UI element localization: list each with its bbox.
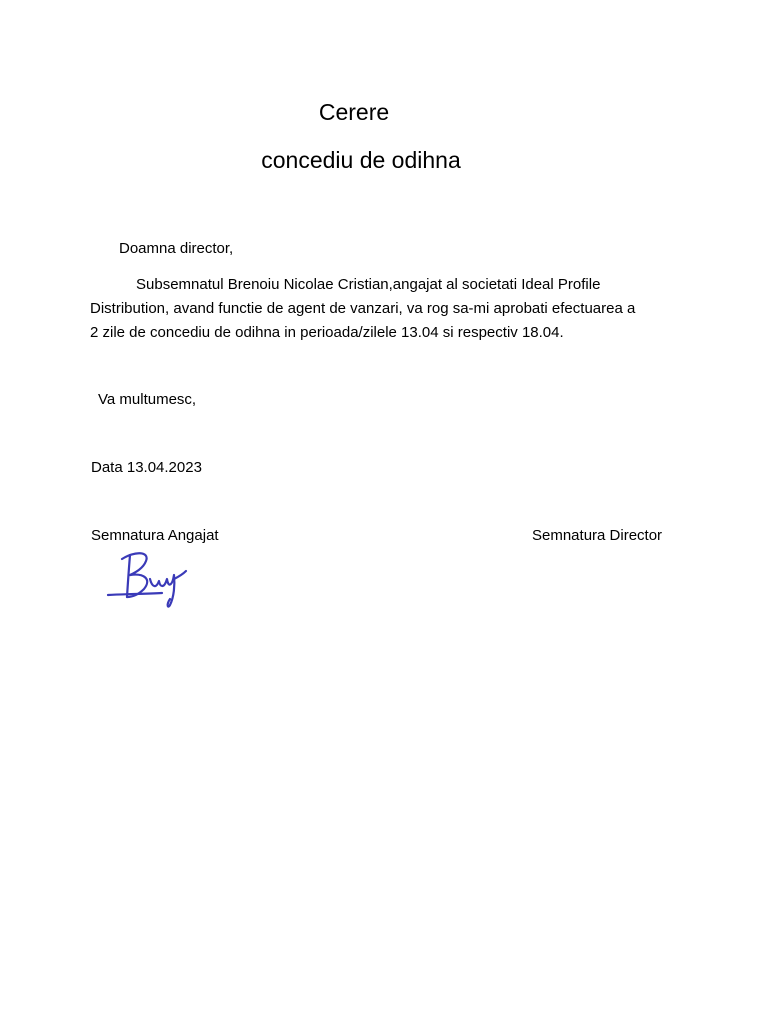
request-body-line: 2 zile de concediu de odihna in perioada/zilele 13.04 si respectiv 18.04. <box>90 324 564 341</box>
signature-stroke <box>122 553 147 575</box>
document-subtitle: concediu de odihna <box>261 147 461 173</box>
request-body-line: Subsemnatul Brenoiu Nicolae Cristian,angajat al societati Ideal Profile <box>136 276 601 293</box>
signature-employee-label: Semnatura Angajat <box>91 527 219 544</box>
request-body <box>90 273 690 345</box>
salutation: Doamna director, <box>119 240 234 257</box>
document-title: Cerere <box>318 99 390 125</box>
request-body-line: Distribution, avand functie de agent de vanzari, va rog sa-mi aprobati efectuarea a <box>90 300 636 317</box>
signature-director-label: Semnatura Director <box>532 527 663 544</box>
signature-stroke <box>174 571 186 579</box>
signature-stroke <box>150 575 174 607</box>
closing: Va multumesc, <box>98 391 197 408</box>
employee-signature <box>104 545 196 611</box>
date-line: Data 13.04.2023 <box>91 459 202 476</box>
